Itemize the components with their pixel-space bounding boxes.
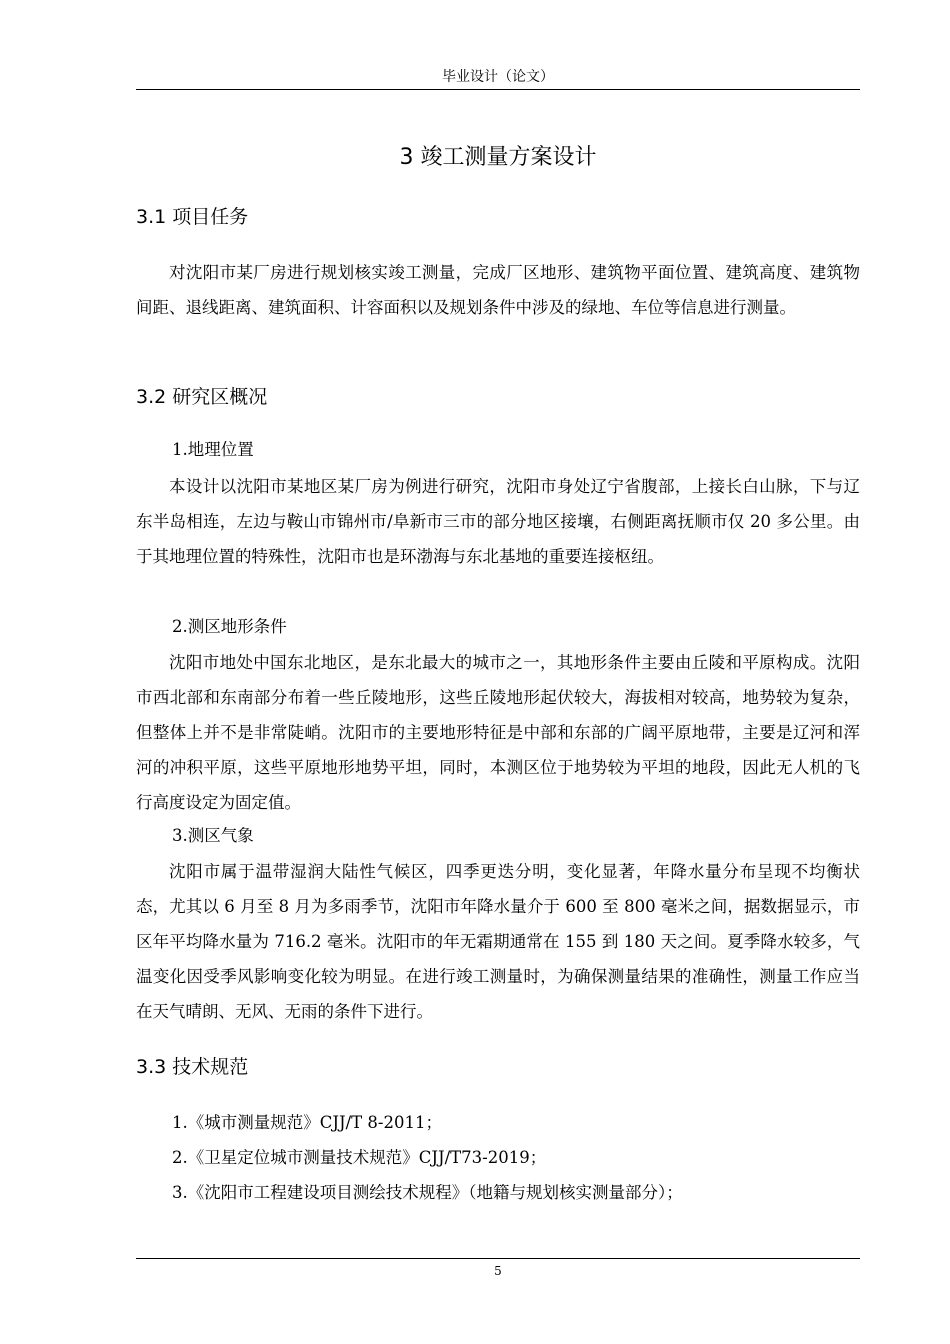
section-heading-3-1: 3.1 项目任务	[136, 206, 249, 228]
section-heading-3-2: 3.2 研究区概况	[136, 386, 268, 408]
reference-item: 3.《沈阳市工程建设项目测绘技术规程》（地籍与规划核实测量部分）；	[172, 1183, 683, 1202]
footer-divider	[136, 1258, 860, 1259]
subsection-paragraph-geography: 本设计以沈阳市某地区某厂房为例进行研究，沈阳市身处辽宁省腹部，上接长白山脉，下与辽东半岛相连，左边与鞍山市锦州市/阜新市三市的部分地区接壤，右侧距离抚顺市仅 20 多公里。由于其地理位置的特殊性，沈阳市也是环渤海与东北基地的重要连接枢纽。	[136, 477, 860, 566]
section-3-1-paragraph: 对沈阳市某厂房进行规划核实竣工测量，完成厂区地形、建筑物平面位置、建筑高度、建筑物间距、退线距离、建筑面积、计容面积以及规划条件中涉及的绿地、车位等信息进行测量。	[136, 263, 860, 317]
header-title: 毕业设计（论文）	[442, 69, 554, 85]
chapter-title: 3 竣工测量方案设计	[399, 145, 597, 170]
reference-item: 1.《城市测量规范》CJJ/T 8-2011；	[172, 1113, 442, 1132]
subsection-paragraph-weather: 沈阳市属于温带湿润大陆性气候区，四季更迭分明，变化显著，年降水量分布呈现不均衡状态，尤其以 6 月至 8 月为多雨季节，沈阳市年降水量介于 600 至 800 毫米之间，据数据显示，市区年平均降水量为 716.2 毫米。沈阳市的年无霜期通常在 155 到 180 天之间。夏季降水较多，气温变化因受季风影响变化较为明显。在进行竣工测量时，为确保测量结果的准确性，测量工作应当在天气晴朗、无风、无雨的条件下进行。	[136, 862, 860, 1021]
page-number: 5	[494, 1264, 502, 1278]
subsection-label-weather: 3.测区气象	[172, 826, 254, 845]
reference-item: 2.《卫星定位城市测量技术规范》CJJ/T73-2019；	[172, 1148, 547, 1167]
subsection-label-geography: 1.地理位置	[172, 440, 254, 459]
subsection-paragraph-terrain: 沈阳市地处中国东北地区，是东北最大的城市之一，其地形条件主要由丘陵和平原构成。沈阳市西北部和东南部分布着一些丘陵地形，这些丘陵地形起伏较大，海拔相对较高，地势较为复杂，但整体上并不是非常陡峭。沈阳市的主要地形特征是中部和东部的广阔平原地带，主要是辽河和浑河的冲积平原，这些平原地形地势平坦，同时，本测区位于地势较为平坦的地段，因此无人机的飞行高度设定为固定值。	[136, 653, 860, 812]
section-heading-3-3: 3.3 技术规范	[136, 1056, 249, 1078]
subsection-label-terrain: 2.测区地形条件	[172, 617, 287, 636]
header-divider	[136, 89, 860, 90]
